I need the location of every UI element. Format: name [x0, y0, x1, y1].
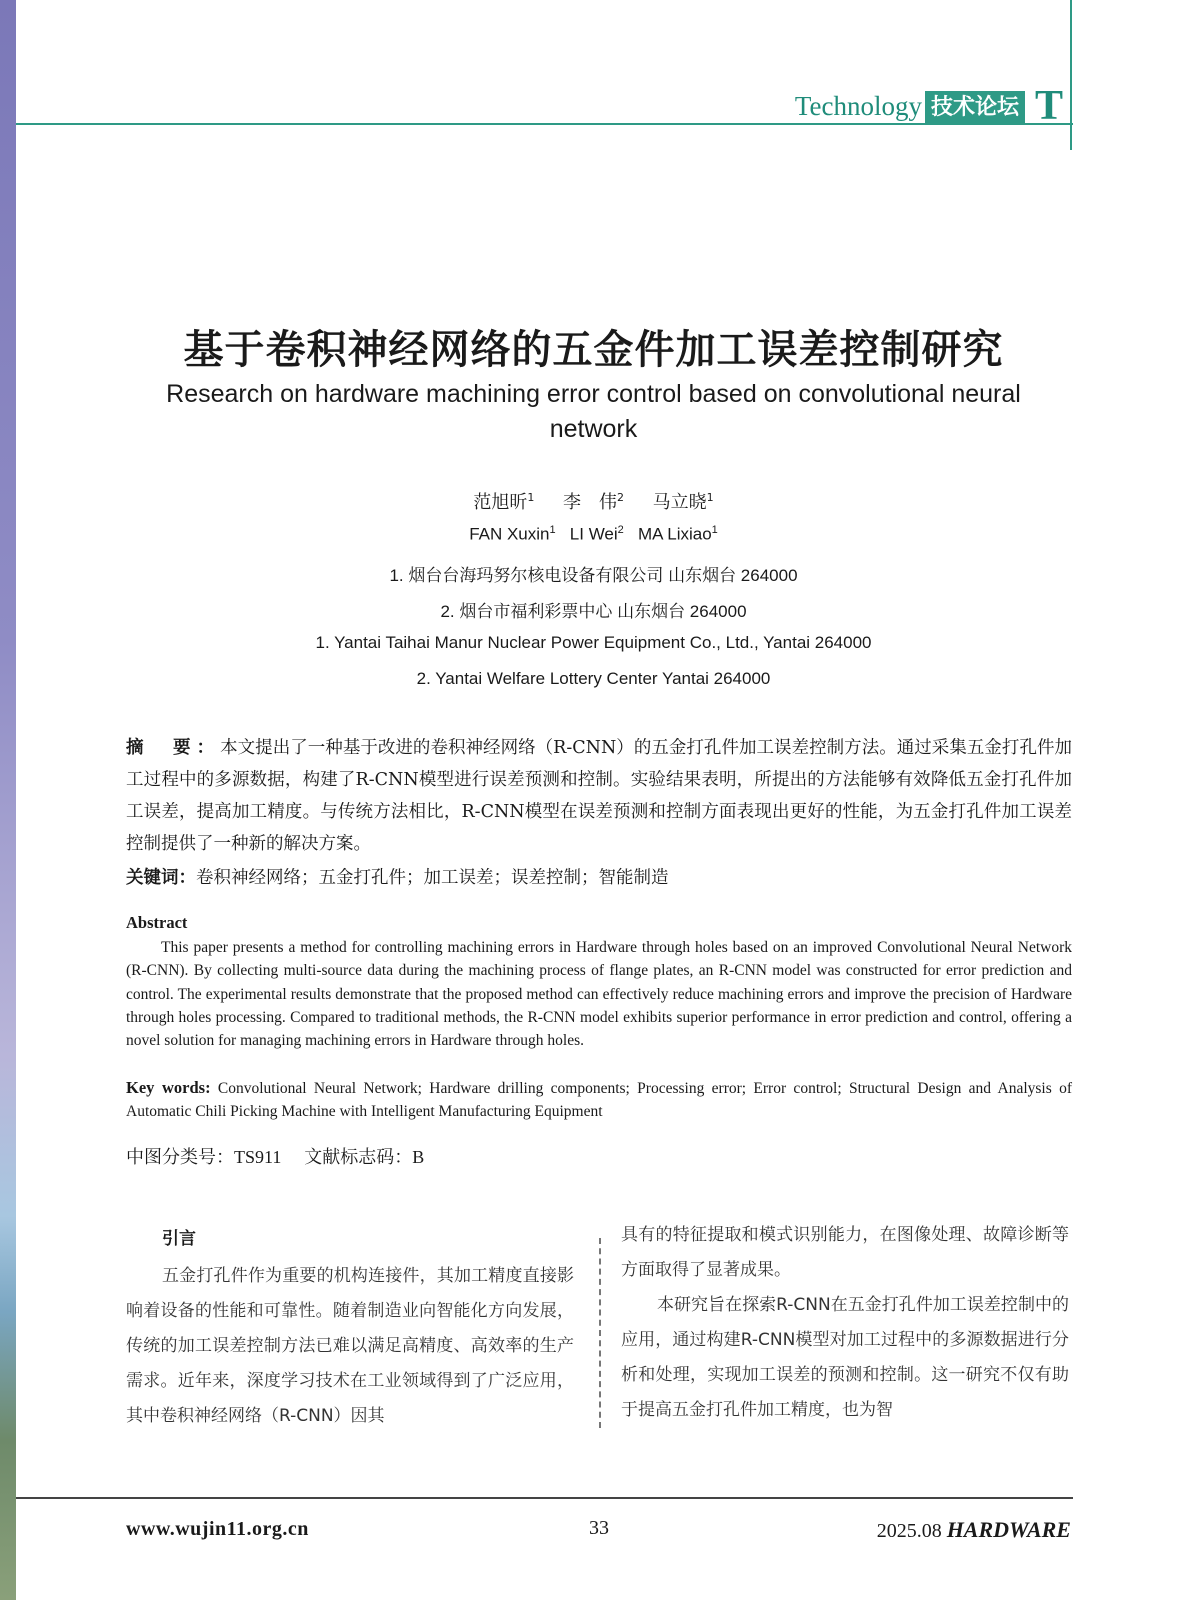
author-cn-3-sup: 1: [706, 491, 714, 504]
footer-issue-date: 2025.08: [876, 1520, 942, 1542]
clc-value: TS911: [234, 1147, 282, 1167]
affiliation-2-en: 2. Yantai Welfare Lottery Center Yantai 264000: [416, 669, 771, 688]
left-decorative-strip: [0, 0, 16, 1600]
affiliation-2-cn: 2. 烟台市福利彩票中心 山东烟台 264000: [440, 602, 747, 621]
header-section-en: Technology: [794, 91, 922, 121]
keywords-cn-text: 卷积神经网络；五金打孔件；加工误差；误差控制；智能制造: [196, 868, 669, 888]
abstract-cn: [126, 732, 1072, 860]
keywords-cn-label: 关键词：: [126, 868, 196, 888]
column-divider: [599, 1238, 601, 1428]
header-section-letter: T: [1035, 83, 1064, 129]
footer-rule: [16, 1497, 1073, 1499]
author-cn-2-sup: 2: [617, 491, 624, 504]
author-cn-1-sup: 1: [527, 491, 535, 504]
keywords-en-text: Convolutional Neural Network; Hardware drilling components; Processing error; Error control; Structural Design and Analysis of Automatic Chili Picking Machine with Intelligent Manufacturing Equipment: [126, 1080, 1072, 1121]
classification: [126, 1143, 424, 1169]
header-rule: [16, 123, 1073, 125]
header-section-cn: 技术论坛: [925, 91, 1025, 125]
author-en-2: LI Wei: [569, 524, 618, 544]
keywords-en-label: Key words:: [126, 1078, 211, 1097]
keywords-cn: [126, 864, 669, 889]
footer-url: www.wujin11.org.cn: [126, 1518, 309, 1540]
header-vertical-rule: [1070, 0, 1072, 150]
affiliation-1-en: 1. Yantai Taihai Manur Nuclear Power Equipment Co., Ltd., Yantai 264000: [315, 633, 872, 652]
body-left-paragraph: 五金打孔件作为重要的机构连接件，其加工精度直接影响着设备的性能和可靠性。随着制造业向智能化方向发展，传统的加工误差控制方法已难以满足高精度、高效率的生产需求。近年来，深度学习技术在工业领域得到了广泛应用，其中卷积神经网络（R-CNN）因其: [126, 1266, 574, 1426]
author-en-2-sup: 2: [617, 524, 624, 536]
author-cn-3: 马立晓: [652, 492, 707, 513]
abstract-en-heading: Abstract: [126, 913, 188, 932]
author-en-3: MA Lixiao: [637, 524, 712, 544]
title-en: [0, 377, 1187, 447]
body-right-paragraph-1: 具有的特征提取和模式识别能力，在图像处理、故障诊断等方面取得了显著成果。: [621, 1225, 1069, 1280]
abstract-cn-label: 摘 要：: [126, 738, 221, 758]
clc-label: 中图分类号：: [126, 1147, 234, 1168]
body-left-column: [126, 1229, 574, 1434]
doc-code-label: 文献标志码：: [304, 1147, 413, 1168]
author-en-3-sup: 1: [711, 524, 718, 536]
footer-magazine: HARDWARE: [946, 1517, 1071, 1542]
section-heading-intro: 引言: [162, 1229, 196, 1249]
page-number: 33: [589, 1517, 609, 1539]
title-en-text: Research on hardware machining error control based on convolutional neural network: [166, 380, 1021, 443]
author-cn-2: 李 伟: [563, 492, 617, 513]
keywords-en: [126, 1076, 1072, 1124]
author-en-1: FAN Xuxin: [469, 524, 550, 544]
body-right-paragraph-2: 本研究旨在探索R-CNN在五金打孔件加工误差控制中的应用，通过构建R-CNN模型对加工过程中的多源数据进行分析和处理，实现加工误差的预测和控制。这一研究不仅有助于提高五金打孔件加工精度，也为智: [621, 1295, 1069, 1420]
footer-issue: [877, 1517, 1071, 1543]
body-right-column: [621, 1218, 1069, 1428]
author-en-1-sup: 1: [549, 524, 556, 536]
authors-en: [0, 524, 1187, 545]
author-cn-1: 范旭昕: [473, 492, 528, 513]
authors-cn: [0, 488, 1187, 514]
abstract-cn-text: 本文提出了一种基于改进的卷积神经网络（R-CNN）的五金打孔件加工误差控制方法。通过采集五金打孔件加工过程中的多源数据，构建了R-CNN模型进行误差预测和控制。实验结果表明，所提出的方法能够有效降低五金打孔件加工误差，提高加工精度。与传统方法相比，R-CNN模型在误差预测和控制方面表现出更好的性能，为五金打孔件加工误差控制提供了一种新的解决方案。: [126, 738, 1073, 854]
abstract-en-text: This paper presents a method for controlling machining errors in Hardware through holes based on an improved Convolutional Neural Network (R-CNN). By collecting multi-source data during the machining process of flange plates, an R-CNN model was constructed for error prediction and control. The experimental results demonstrate that the proposed method can effectively reduce machining errors and improve the precision of Hardware through holes processing. Compared to traditional methods, the R-CNN model exhibits superior performance in error prediction and control, offering a novel solution for managing machining errors in Hardware through holes.: [126, 939, 1072, 1050]
doc-code-value: B: [412, 1147, 425, 1167]
affiliation-1-cn: 1. 烟台台海玛努尔核电设备有限公司 山东烟台 264000: [389, 566, 798, 585]
title-cn: 基于卷积神经网络的五金件加工误差控制研究: [183, 327, 1004, 373]
